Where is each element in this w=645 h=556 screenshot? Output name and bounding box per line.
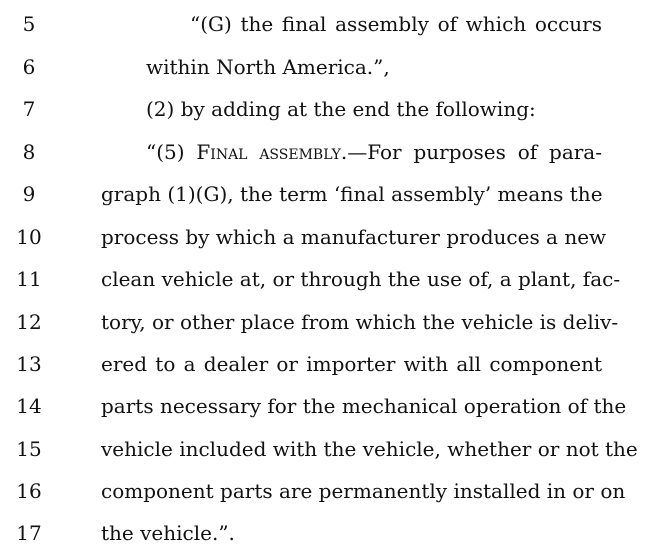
text-line-13	[0, 344, 645, 384]
line-text: graph (1)(G), the term ‘final assembly’ means the	[101, 182, 603, 206]
line-text: the vehicle.”.	[101, 521, 235, 545]
text-line-5	[0, 4, 645, 44]
paragraph-text: .—For purposes of para-	[340, 140, 602, 164]
text-line-16	[0, 471, 645, 511]
text-line-15	[0, 429, 645, 469]
line-number: 11	[16, 267, 42, 291]
line-text: process by which a manufacturer produces a new	[101, 225, 607, 249]
text-line-17	[0, 513, 645, 553]
line-number: 9	[22, 182, 36, 206]
line-number: 12	[16, 310, 42, 334]
paragraph-designation: “(5)	[146, 140, 197, 164]
line-number: 10	[16, 225, 42, 249]
line-text: vehicle included with the vehicle, whether or not the	[101, 437, 638, 461]
text-line-12	[0, 302, 645, 342]
line-text: tory, or other place from which the vehicle is deliv-	[101, 310, 619, 334]
line-text: within North America.”,	[146, 55, 390, 79]
line-number: 15	[16, 437, 42, 461]
line-number: 5	[22, 12, 36, 36]
text-line-9	[0, 174, 645, 214]
line-text	[146, 132, 602, 172]
text-line-14	[0, 386, 645, 426]
line-number: 13	[16, 352, 42, 376]
line-text: “(G) the final assembly of which occurs	[190, 12, 602, 36]
text-line-7	[0, 89, 645, 129]
line-number: 6	[22, 55, 36, 79]
line-text: component parts are permanently installed in or on	[101, 479, 626, 503]
text-line-11	[0, 259, 645, 299]
line-number: 14	[16, 394, 42, 418]
line-text: clean vehicle at, or through the use of, a plant, fac-	[101, 267, 621, 291]
text-line-10	[0, 217, 645, 257]
line-number: 7	[22, 97, 36, 121]
paragraph-heading: Final assembly	[196, 140, 341, 164]
text-line-6	[0, 47, 645, 87]
line-text: parts necessary for the mechanical operation of the	[101, 394, 627, 418]
text-line-8	[0, 132, 645, 172]
line-text: ered to a dealer or importer with all component	[101, 352, 602, 376]
line-number: 17	[16, 521, 42, 545]
line-number: 8	[22, 140, 36, 164]
line-number: 16	[16, 479, 42, 503]
line-text: (2) by adding at the end the following:	[146, 97, 536, 121]
